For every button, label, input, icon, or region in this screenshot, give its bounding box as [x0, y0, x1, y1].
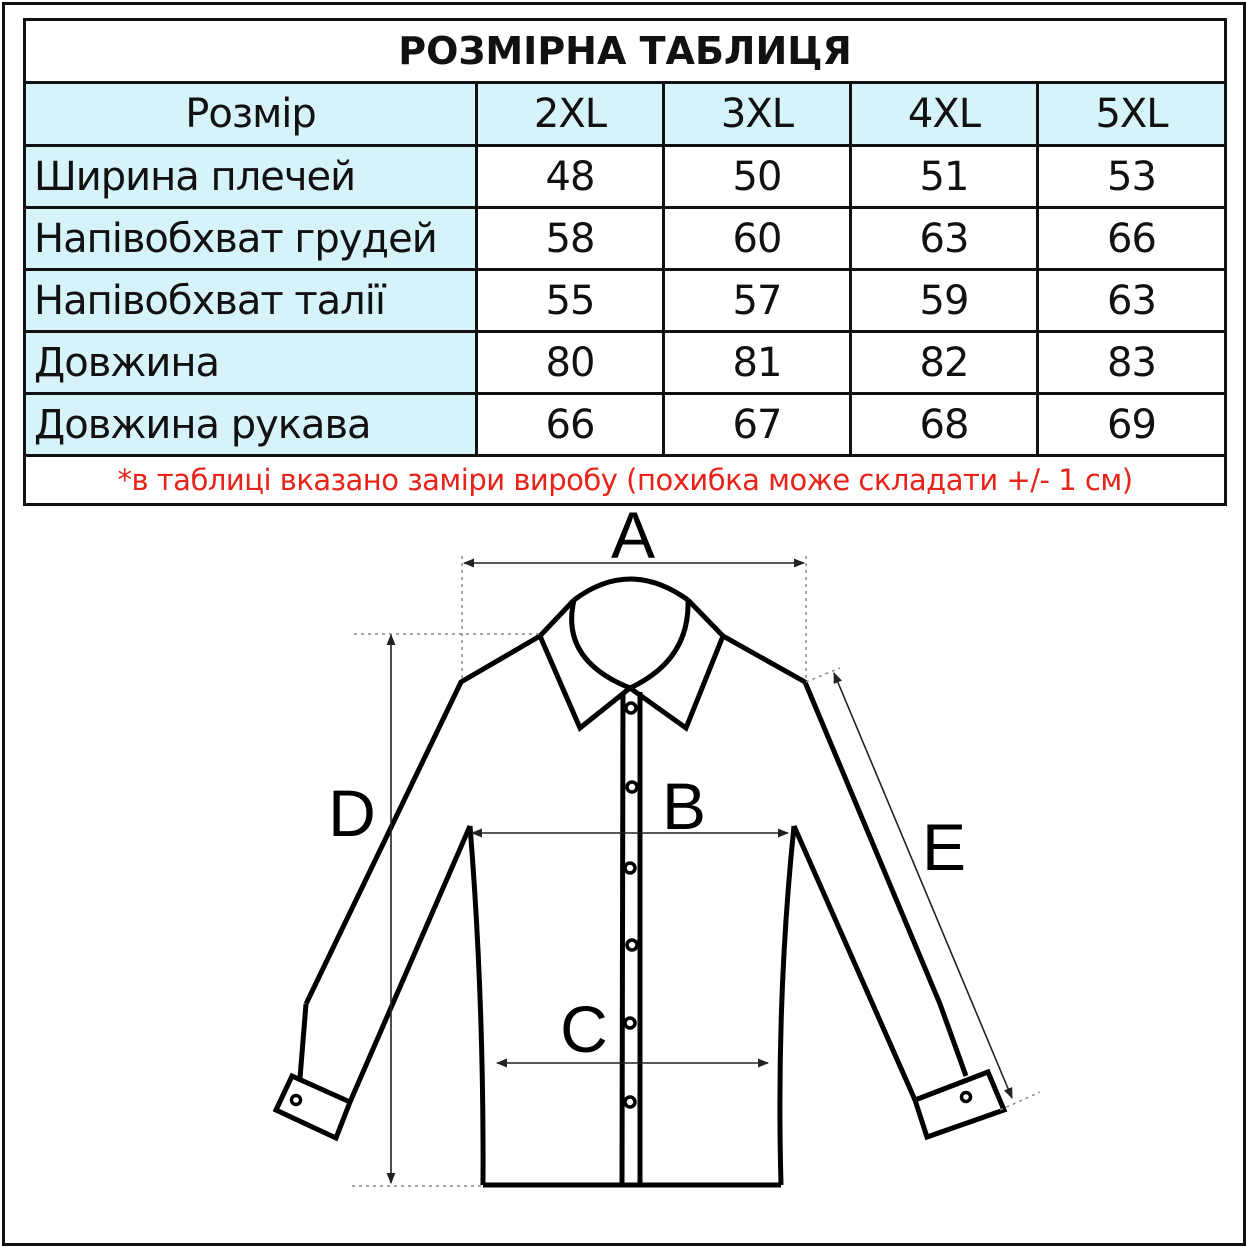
cell-value: 55 [477, 270, 664, 332]
label-c: C [560, 992, 608, 1066]
cell-value: 81 [664, 332, 851, 394]
row-label: Довжина [25, 332, 477, 394]
header-size-4xl: 4XL [851, 83, 1038, 146]
table-row-shoulder-width [25, 146, 1226, 208]
measurement-note: *в таблиці вказано заміри виробу (похибка може складати +/- 1 см) [25, 456, 1226, 505]
table-row-sleeve-length [25, 394, 1226, 456]
cell-value: 51 [851, 146, 1038, 208]
cell-value: 48 [477, 146, 664, 208]
label-a: A [610, 498, 656, 572]
cell-value: 82 [851, 332, 1038, 394]
cell-value: 53 [1038, 146, 1226, 208]
row-label: Напівобхват грудей [25, 208, 477, 270]
cell-value: 60 [664, 208, 851, 270]
label-e: E [921, 810, 967, 884]
cell-value: 68 [851, 394, 1038, 456]
cell-value: 69 [1038, 394, 1226, 456]
cell-value: 63 [1038, 270, 1226, 332]
header-size-label: Розмір [25, 83, 477, 146]
header-size-5xl: 5XL [1038, 83, 1226, 146]
label-d: D [328, 776, 376, 850]
header-size-3xl: 3XL [664, 83, 851, 146]
table-row-length [25, 332, 1226, 394]
cell-value: 66 [1038, 208, 1226, 270]
cell-value: 83 [1038, 332, 1226, 394]
cell-value: 66 [477, 394, 664, 456]
cell-value: 67 [664, 394, 851, 456]
header-size-2xl: 2XL [477, 83, 664, 146]
cell-value: 58 [477, 208, 664, 270]
size-chart-table [23, 18, 1227, 506]
table-header-row [25, 83, 1226, 146]
cell-value: 57 [664, 270, 851, 332]
cell-value: 50 [664, 146, 851, 208]
table-title: РОЗМІРНА ТАБЛИЦЯ [25, 20, 1226, 83]
row-label: Ширина плечей [25, 146, 477, 208]
row-label: Напівобхват талії [25, 270, 477, 332]
label-b: B [661, 769, 707, 843]
table-row-waist-half-girth [25, 270, 1226, 332]
cell-value: 59 [851, 270, 1038, 332]
table-row-chest-half-girth [25, 208, 1226, 270]
cell-value: 80 [477, 332, 664, 394]
row-label: Довжина рукава [25, 394, 477, 456]
cell-value: 63 [851, 208, 1038, 270]
